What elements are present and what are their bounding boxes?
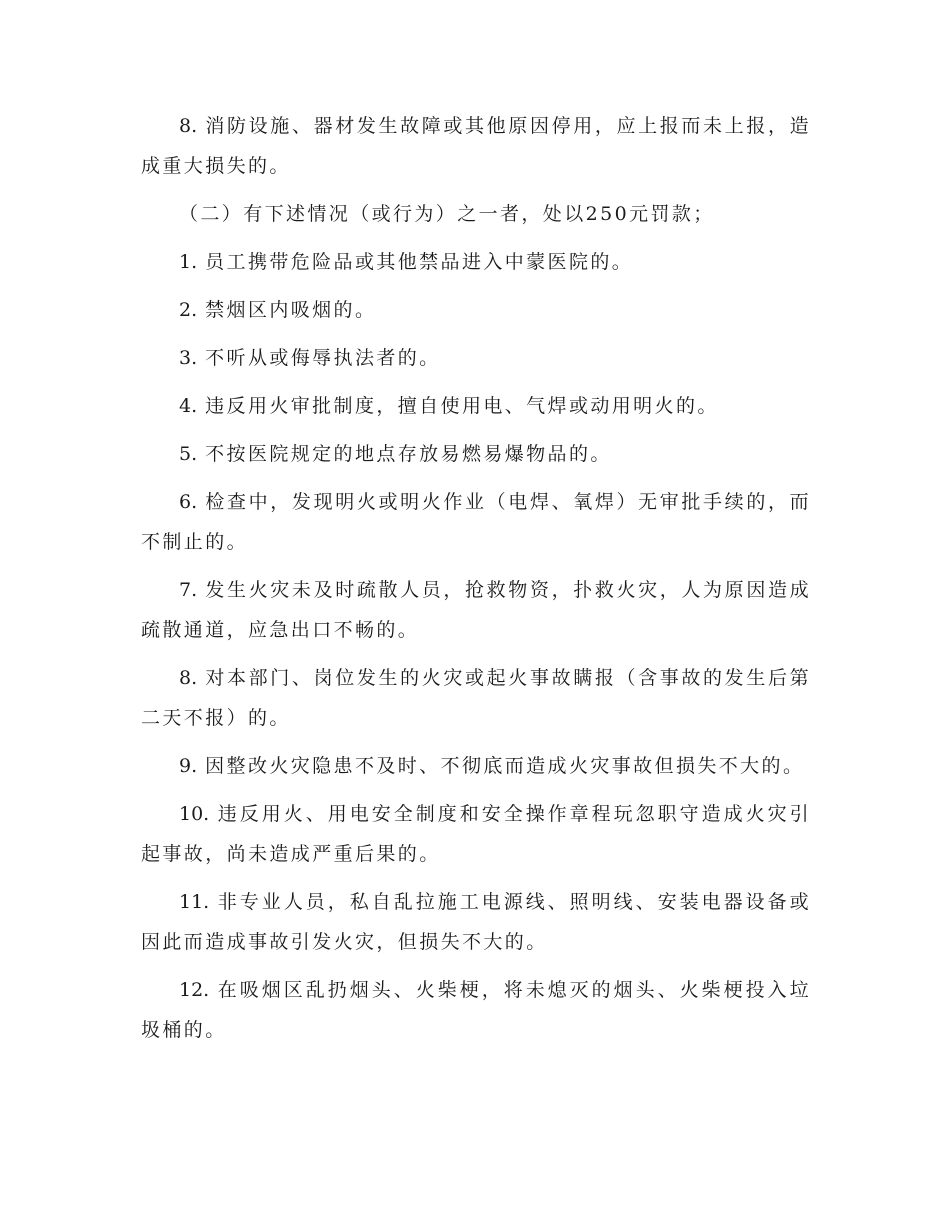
item-number: 12. <box>179 979 210 1001</box>
paragraph-item-6 <box>141 482 811 562</box>
item-text: 检查中，发现明火或明火作业（电焊、氧焊）无审批手续的，而不制止的。 <box>141 491 811 553</box>
paragraph-item-11 <box>141 882 811 962</box>
item-text: 对本部门、岗位发生的火灾或起火事故瞒报（含事故的发生后第二天不报）的。 <box>141 667 811 729</box>
item-number: 8. <box>179 667 198 689</box>
item-text: 违反用火、用电安全制度和安全操作章程玩忽职守造成火灾引起事故，尚未造成严重后果的。 <box>141 803 811 865</box>
paragraph-item-8a <box>141 106 811 186</box>
paragraph-item-3 <box>141 338 811 378</box>
item-text: 发生火灾未及时疏散人员，抢救物资，扑救火灾，人为原因造成疏散通道，应急出口不畅的。 <box>141 579 811 641</box>
item-number: 2. <box>179 299 198 321</box>
item-number: 7. <box>179 579 198 601</box>
item-text: 不按医院规定的地点存放易燃易爆物品的。 <box>205 443 612 465</box>
item-number: 9. <box>179 755 198 777</box>
paragraph-item-2 <box>141 290 811 330</box>
item-text: 在吸烟区乱扔烟头、火柴梗，将未熄灭的烟头、火柴梗投入垃圾桶的。 <box>141 979 811 1041</box>
paragraph-item-4 <box>141 386 811 426</box>
section-text: （二）有下述情况（或行为）之一者，处以250元罚款； <box>179 203 715 225</box>
item-text: 禁烟区内吸烟的。 <box>205 299 377 321</box>
item-text: 消防设施、器材发生故障或其他原因停用，应上报而未上报，造成重大损失的。 <box>141 115 811 177</box>
section-heading-2 <box>141 194 811 234</box>
paragraph-item-5 <box>141 434 811 474</box>
paragraph-item-9 <box>141 746 811 786</box>
item-text: 不听从或侮辱执法者的。 <box>205 347 441 369</box>
paragraph-item-7 <box>141 570 811 650</box>
item-number: 5. <box>179 443 198 465</box>
paragraph-item-1 <box>141 242 811 282</box>
item-number: 3. <box>179 347 198 369</box>
document-body <box>141 106 811 1058</box>
item-number: 1. <box>179 251 198 273</box>
item-number: 11. <box>179 891 210 913</box>
item-number: 6. <box>179 491 198 513</box>
paragraph-item-10 <box>141 794 811 874</box>
paragraph-item-8b <box>141 658 811 738</box>
paragraph-item-12 <box>141 970 811 1050</box>
item-number: 8. <box>179 115 198 137</box>
item-text: 违反用火审批制度，擅自使用电、气焊或动用明火的。 <box>205 395 719 417</box>
item-number: 4. <box>179 395 198 417</box>
item-text: 因整改火灾隐患不及时、不彻底而造成火灾事故但损失不大的。 <box>205 755 805 777</box>
item-number: 10. <box>179 803 210 825</box>
item-text: 员工携带危险品或其他禁品进入中蒙医院的。 <box>205 251 634 273</box>
item-text: 非专业人员，私自乱拉施工电源线、照明线、安装电器设备或因此而造成事故引发火灾，但损失不大的。 <box>141 891 811 953</box>
